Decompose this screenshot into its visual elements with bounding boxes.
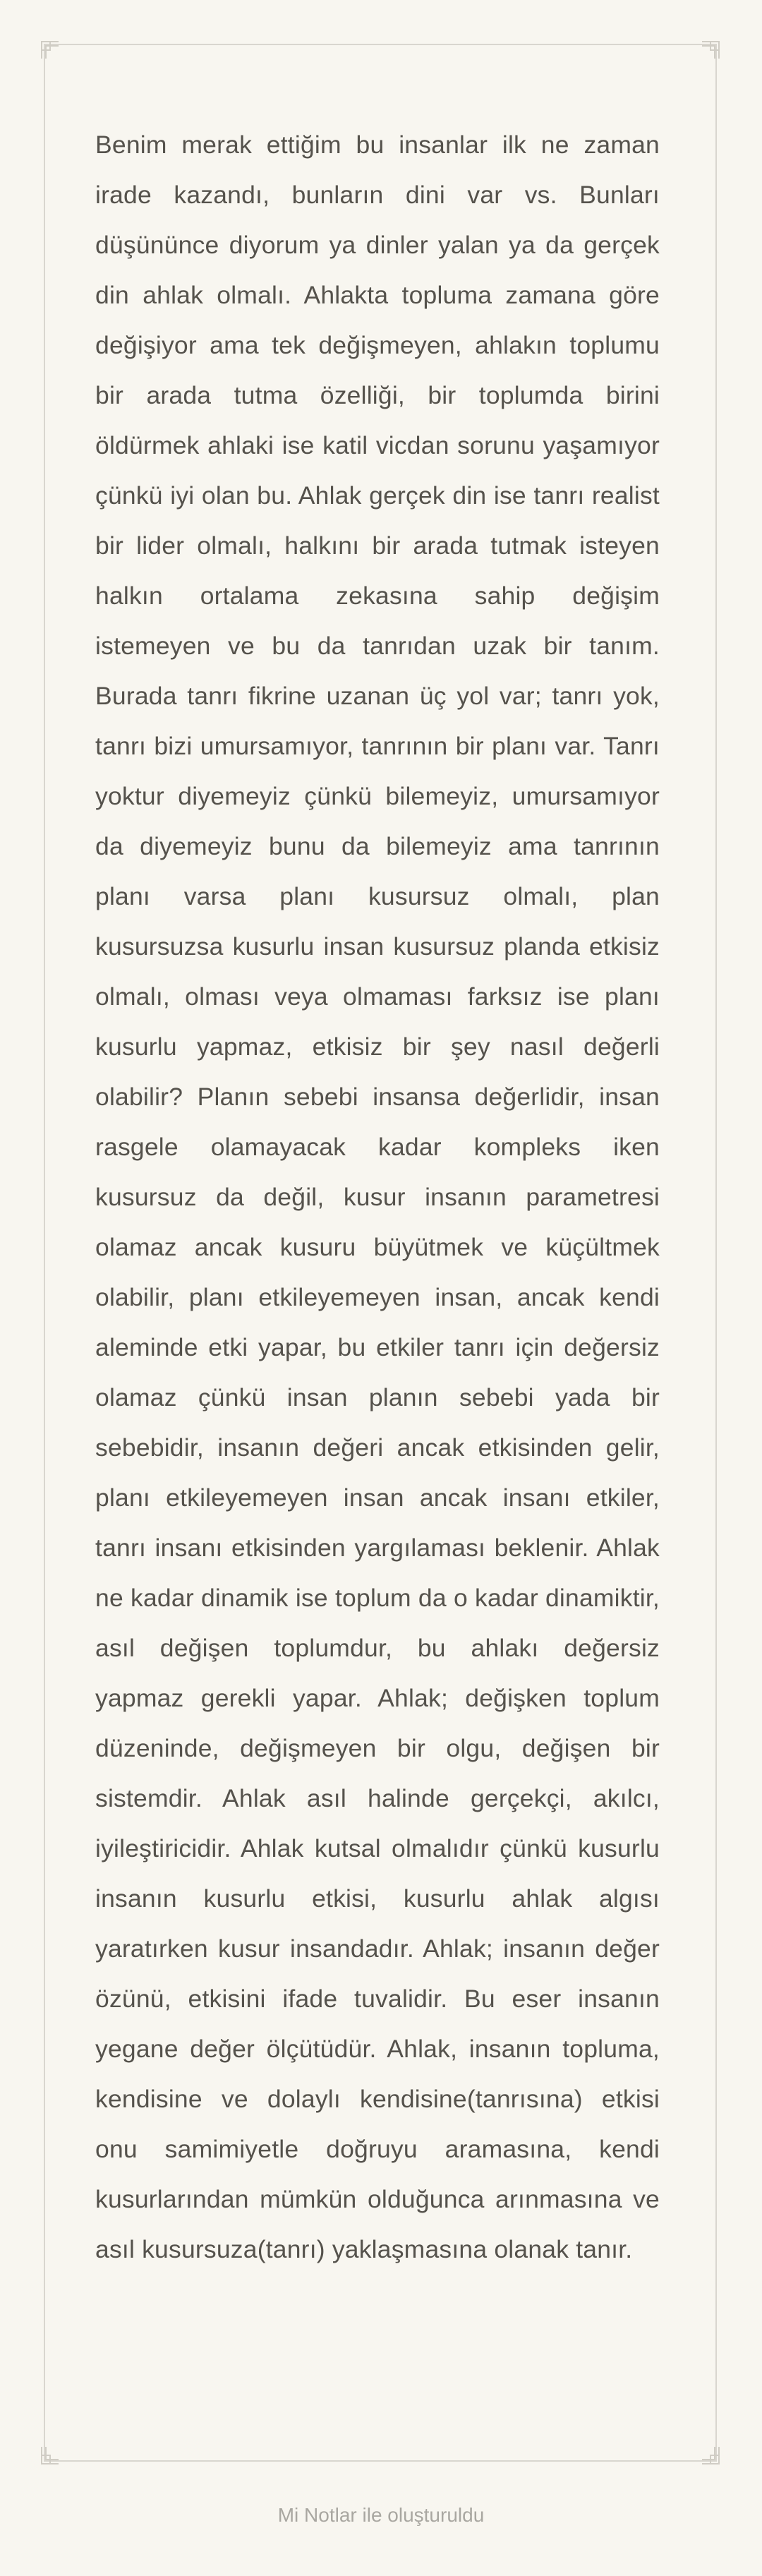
note-body-text: Benim merak ettiğim bu insanlar ilk ne zaman irade kazandı, bunların dini var vs. Bunları düşününce diyorum ya dinler yalan ya da gerçek din ahlak olmalı. Ahlakta topluma zamana göre değişiyor ama tek değişmeyen, ahlakın toplumu bir arada tutma özelliği, bir toplumda birini öldürmek ahlaki ise katil vicdan sorunu yaşamıyor çünkü iyi olan bu. Ahlak gerçek din ise tanrı realist bir lider olmalı, halkını bir arada tutmak isteyen halkın ortalama zekasına sahip değişim istemeyen ve bu da tanrıdan uzak bir tanım. Burada tanrı fikrine uzanan üç yol var; tanrı yok, tanrı bizi umursamıyor, tanrının bir planı var. Tanrı yoktur diyemeyiz çünkü bilemeyiz, umursamıyor da diyemeyiz bunu da bilemeyiz ama tanrının planı varsa planı kusursuz olmalı, plan kusursuzsa kusurlu insan kusursuz planda etkisiz olmalı, olması veya olmaması farksız ise planı kusurlu yapmaz, etkisiz bir şey nasıl değerli olabilir? Planın sebebi insansa değerlidir, insan rasgele olamayacak kadar kompleks iken kusursuz da değil, kusur insanın parametresi olamaz ancak kusuru büyütmek ve küçültmek olabilir, planı etkileyemeyen insan, ancak kendi aleminde etki yapar, bu etkiler tanrı için değersiz olamaz çünkü insan planın sebebi yada bir sebebidir, insanın değeri ancak etkisinden gelir, planı etkileyemeyen insan ancak insanı etkiler, tanrı insanı etkisinden yargılaması beklenir. Ahlak ne kadar dinamik ise toplum da o kadar dinamiktir, asıl değişen toplumdur, bu ahlakı değersiz yapmaz gerekli yapar. Ahlak; değişken toplum düzeninde, değişmeyen bir olgu, değişen bir sistemdir. Ahlak asıl halinde gerçekçi, akılcı, iyileştiricidir. Ahlak kutsal olmalıdır çünkü kusurlu insanın kusurlu etkisi, kusurlu ahlak algısı yaratırken kusur insandadır. Ahlak; insanın değer özünü, etkisini ifade tuvalidir. Bu eser insanın yegane değer ölçütüdür. Ahlak, insanın topluma, kendisine ve dolaylı kendisine(tanrısına) etkisi onu samimiyetle doğruyu aramasına, kendi kusurlarından mümkün olduğunca arınmasına ve asıl kusursuza(tanrı) yaklaşmasına olanak tanır. — [95, 131, 660, 2263]
frame-corner-ornament-icon — [701, 2446, 720, 2464]
frame-corner-ornament-icon — [701, 41, 720, 59]
footer-credit: Mi Notlar ile oluşturuldu — [277, 2504, 485, 2526]
frame-corner-ornament-icon — [41, 41, 59, 59]
frame-corner-ornament-icon — [41, 2446, 59, 2464]
